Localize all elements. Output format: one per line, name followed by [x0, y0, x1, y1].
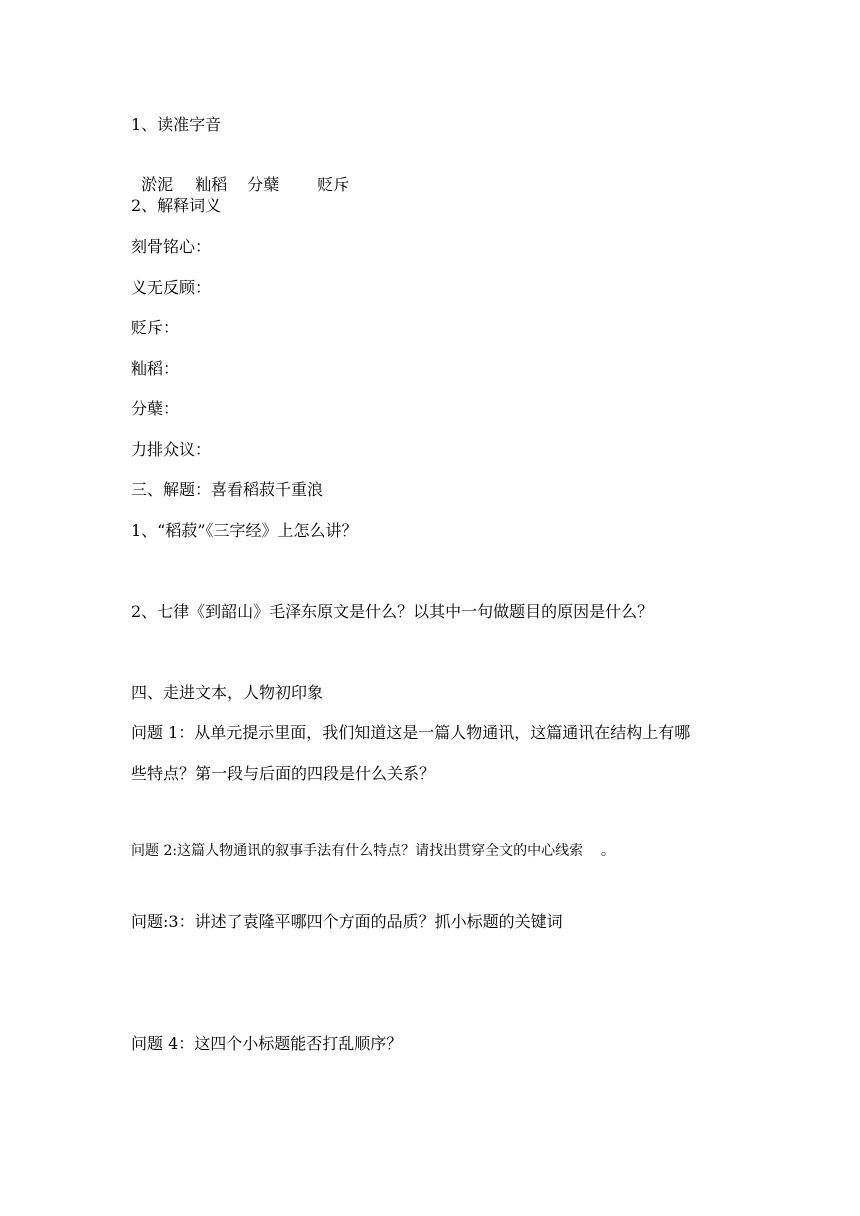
question-3: 问题:3：讲述了袁隆平哪四个方面的品质？抓小标题的关键词 — [131, 912, 563, 931]
question-2: 问题 2:这篇人物通讯的叙事手法有什么特点？请找出贯穿全文的中心线索 。 — [131, 843, 615, 859]
term-lipaizhongyi: 力排众议： — [131, 440, 212, 459]
question-1-line-1: 问题 1：从单元提示里面，我们知道这是一篇人物通讯，这篇通讯在结构上有哪 — [131, 723, 691, 742]
word-yuni: 淤泥 — [141, 175, 174, 194]
word-bianchi: 贬斥 — [317, 175, 350, 194]
term-yiwufangu: 义无反顾： — [131, 278, 212, 297]
question-4: 问题 4：这四个小标题能否打乱顺序？ — [131, 1034, 403, 1053]
question-daoshu: 1、“稻菽”《三字经》上怎么讲？ — [131, 521, 358, 540]
word-fennie: 分蘖 — [247, 175, 280, 194]
term-fennie: 分蘖： — [131, 399, 180, 418]
section-explain-words: 2、解释词义 — [131, 196, 222, 215]
question-1-line-2: 些特点？第一段与后面的四段是什么关系？ — [131, 764, 436, 783]
section-title-analysis: 三、解题：喜看稻菽千重浪 — [131, 480, 324, 499]
section-read-pronunciation: 1、读准字音 — [131, 115, 222, 134]
term-bianchi: 贬斥： — [131, 318, 180, 337]
section-into-text: 四、走进文本，人物初印象 — [131, 683, 324, 702]
word-xiandao: 籼稻 — [195, 175, 228, 194]
term-keguminxin: 刻骨铭心： — [131, 237, 212, 256]
pronunciation-words — [131, 155, 349, 195]
question-daoshaoshan: 2、七律《到韶山》毛泽东原文是什么？以其中一句做题目的原因是什么？ — [131, 602, 654, 621]
term-xiandao: 籼稻： — [131, 359, 180, 378]
